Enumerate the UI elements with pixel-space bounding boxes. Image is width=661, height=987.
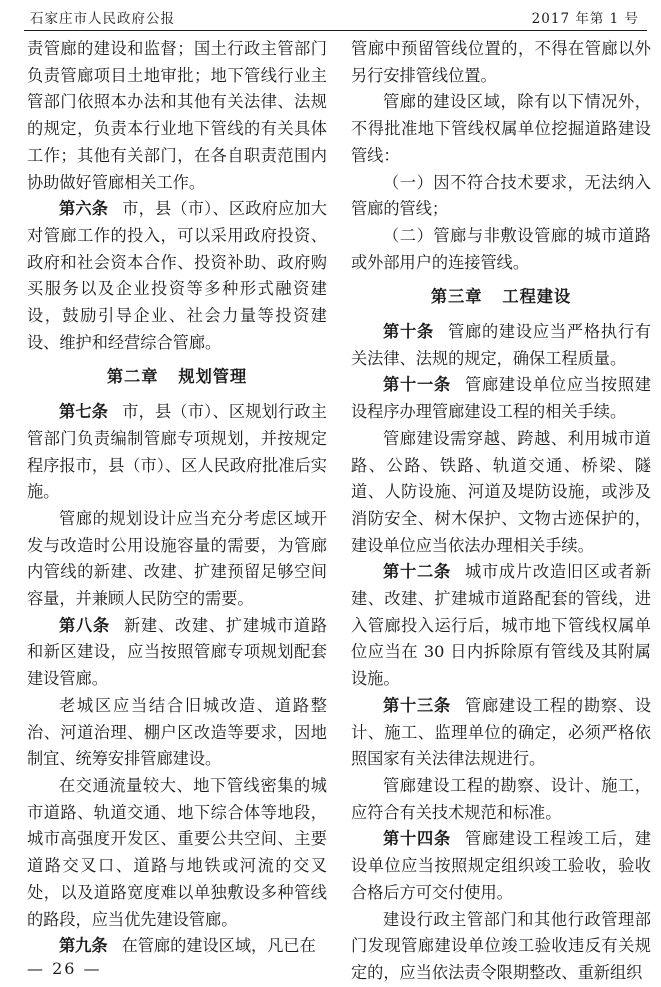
chapter-heading [351, 284, 651, 311]
chapter-heading [27, 364, 327, 391]
list-item: （二）管廊与非敷设管廊的城市道路或外部用户的连接管线。 [351, 225, 651, 272]
article-6 [27, 196, 327, 356]
article-8 [27, 613, 327, 693]
article-label: 第十条 [383, 322, 434, 342]
page-header [24, 0, 647, 31]
article-text: 市，县（市）、区规划行政主管部门负责编制管廊专项规划，并按规定程序报市，县（市）、区人民政府批准后实施。 [27, 402, 327, 502]
article-13 [351, 693, 651, 773]
article-7 [27, 399, 327, 506]
paragraph: 老城区应当结合旧城改造、道路整治、河道治理、棚户区改造等要求，因地制宜、统筹安排管廊建设。 [27, 695, 327, 769]
page-number: — 26 — [27, 959, 102, 978]
article-label: 第十一条 [383, 375, 451, 395]
article-text: 管廊建设工程竣工后，建设单位应当按照规定组织竣工验收，验收合格后方可交付使用。 [351, 829, 652, 902]
article-label: 第八条 [59, 615, 110, 635]
article-label: 第九条 [59, 936, 108, 956]
gazette-title: 石家庄市人民政府公报 [30, 11, 175, 27]
chapter-number: 第三章 [430, 287, 483, 307]
paragraph: 在交通流量较大、地下管线密集的城市道路、轨道交通、地下综合体等地段，城市高强度开发区、重要公共空间、主要道路交叉口、道路与地铁或河流的交叉处，以及道路宽度难以单独敷设多种管线的路段，应当优先建设管廊。 [27, 775, 327, 929]
article-label: 第七条 [59, 402, 109, 422]
right-column [351, 36, 651, 987]
article-9 [27, 933, 327, 960]
article-label: 第十三条 [383, 695, 451, 715]
article-text: 城市成片改造旧区或者新建、改建、扩建城市道路配套的管线，进入管廊投入运行后，城市地下管线权属单位应当在 30 日内拆除原有管线及其附属设施。 [351, 562, 652, 689]
issue-number: 2017 年第 1 号 [531, 11, 639, 27]
article-text: 管廊建设工程的勘察、设计、施工、监理单位的确定，必须严格依照国家有关法律法规进行。 [351, 695, 652, 769]
article-text: 新建、改建、扩建城市道路和新区建设，应当按照管廊专项规划配套建设管廊。 [27, 615, 328, 689]
chapter-title: 规划管理 [178, 367, 248, 387]
article-12 [351, 559, 651, 693]
paragraph: 管廊建设需穿越、跨越、利用城市道路、公路、铁路、轨道交通、桥梁、隧道、人防设施、河道及堤防设施，或涉及消防安全、树木保护、文物古迹保护的，建设单位应当依法办理相关手续。 [351, 428, 651, 555]
article-text: 管廊建设单位应当按照建设程序办理管廊建设工程的相关手续。 [351, 375, 652, 422]
paragraph: 管廊建设工程的勘察、设计、施工，应符合有关技术规范和标准。 [351, 775, 651, 822]
paragraph: 责管廊的建设和监督；国土行政主管部门负责管廊项目土地审批；地下管线行业主管部门依照本办法和其他有关法律、法规的规定，负责本行业地下管线的有关具体工作；其他有关部门，在各自职责范围内协助做好管廊相关工作。 [27, 39, 327, 192]
article-label: 第十四条 [383, 829, 451, 849]
article-label: 第十二条 [383, 562, 451, 582]
chapter-title: 工程建设 [502, 287, 572, 307]
paragraph: 管廊的规划设计应当充分考虑区域开发与改造时公用设施容量的需要，为管廊内管线的新建、改建、扩建预留足够空间容量，并兼顾人民防空的需要。 [27, 508, 327, 609]
article-text: 市，县（市）、区政府应加大对管廊工作的投入，可以采用政府投资、政府和社会资本合作、投资补助、政府购买服务以及企业投资等多种形式融资建设，鼓励引导企业、社会力量等投资建设、维护和经营综合管廊。 [27, 199, 327, 352]
paragraph: 建设行政主管部门和其他行政管理部门发现管廊建设单位竣工验收违反有关规定的，应当依法责令限期整改、重新组织 [351, 909, 651, 982]
list-item: （一）因不符合技术要求，无法纳入管廊的管线； [351, 172, 651, 219]
article-14 [351, 826, 651, 906]
article-10 [351, 319, 651, 372]
chapter-number: 第二章 [106, 367, 159, 387]
article-text: 在管廊的建设区域，凡已在 [121, 936, 316, 956]
paragraph: 管廊的建设区域，除有以下情况外，不得批准地下管线权属单位挖掘道路建设管线： [351, 92, 651, 165]
article-11 [351, 372, 651, 425]
article-text: 管廊的建设应当严格执行有关法律、法规的规定，确保工程质量。 [351, 322, 652, 368]
paragraph: 管廊中预留管线位置的，不得在管廊以外另行安排管线位置。 [351, 39, 651, 85]
article-label: 第六条 [59, 199, 109, 219]
left-column [27, 36, 327, 960]
